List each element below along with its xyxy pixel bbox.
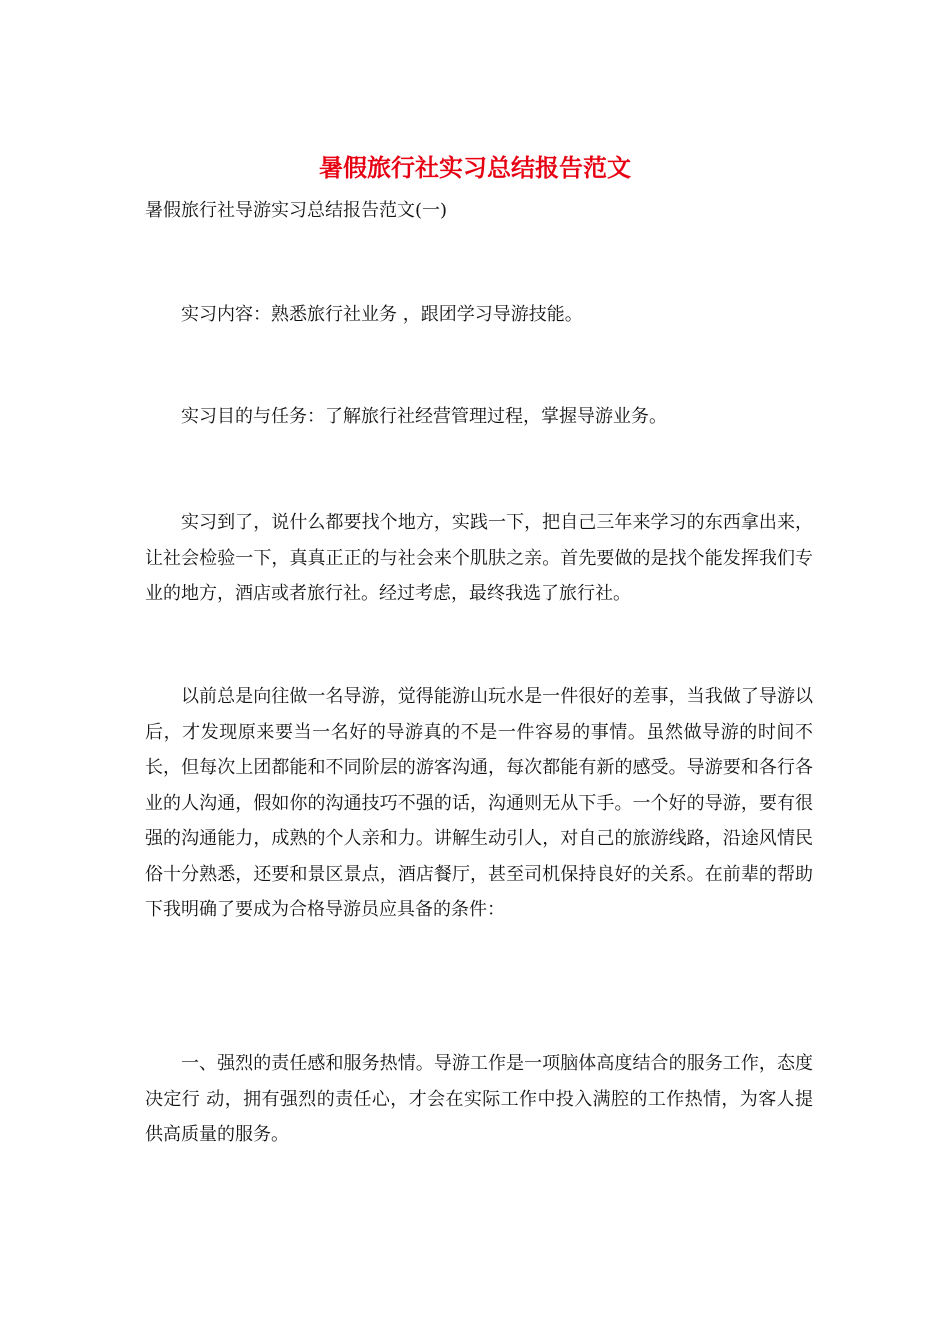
paragraph-choosing-agency: 实习到了，说什么都要找个地方，实践一下，把自己三年来学习的东西拿出来，让社会检验一下，真真正正的与社会来个肌肤之亲。首先要做的是找个能发挥我们专业的地方，酒店或者旅行社。经过考虑，最终我选了旅行社。 [145, 512, 813, 604]
paragraph-internship-content: 实习内容：熟悉旅行社业务 ，跟团学习导游技能。 [181, 304, 583, 325]
document-title: 暑假旅行社实习总结报告范文 [319, 153, 631, 182]
paragraph-becoming-guide: 以前总是向往做一名导游，觉得能游山玩水是一件很好的差事，当我做了导游以后，才发现原来要当一名好的导游真的不是一件容易的事情。虽然做导游的时间不长，但每次上团都能和不同阶层的游客沟通，每次都能有新的感受。导游要和各行各业的人沟通，假如你的沟通技巧不强的话，沟通则无从下手。一个好的导游，要有很强的沟通能力，成熟的个人亲和力。讲解生动引人，对自己的旅游线路，沿途风情民俗十分熟悉，还要和景区景点，酒店餐厅，甚至司机保持良好的关系。在前辈的帮助下我明确了要成为合格导游员应具备的条件： [145, 686, 813, 920]
document-subtitle: 暑假旅行社导游实习总结报告范文(一) [145, 200, 448, 221]
paragraph-internship-goal: 实习目的与任务：了解旅行社经营管理过程，掌握导游业务。 [181, 406, 667, 427]
paragraph-responsibility: 一、强烈的责任感和服务热情。导游工作是一项脑体高度结合的服务工作，态度决定行 动，拥有强烈的责任心，才会在实际工作中投入满腔的工作热情，为客人提供高质量的服务。 [145, 1053, 813, 1145]
